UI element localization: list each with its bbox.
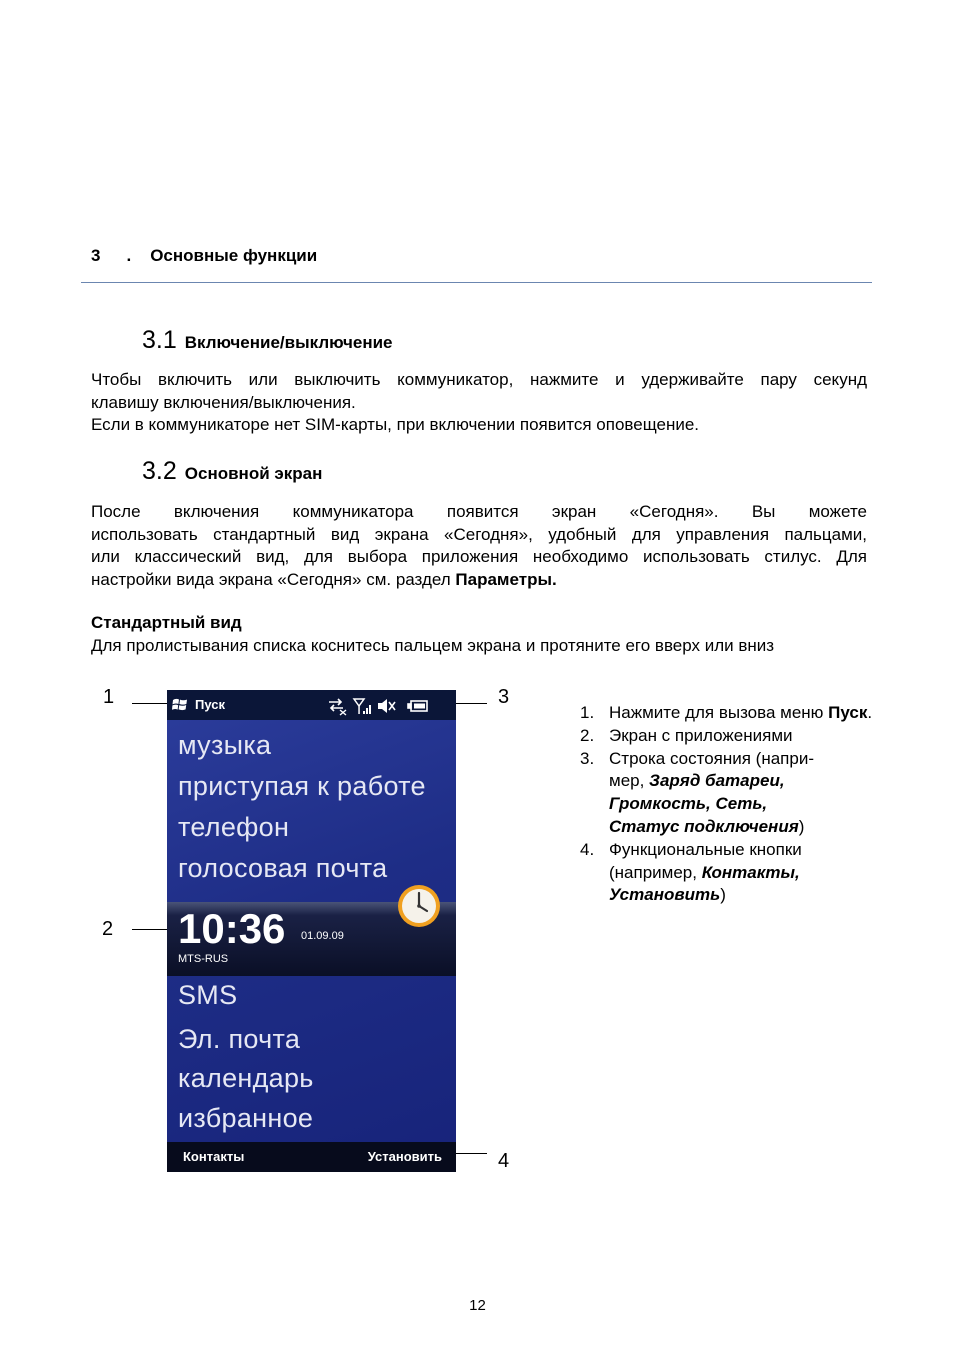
section-3-2-line-2: использовать стандартный вид экрана «Сегодня», удобный для управления пальцами,	[91, 524, 867, 544]
legend-item-2-text: Экран с приложениями	[609, 725, 793, 745]
section-3-2-line-1: После включения коммуникатора появится экран «Сегодня». Вы можете	[91, 502, 867, 521]
legend-item-3-end: )	[798, 816, 805, 836]
legend-item-4-text-a: Функциональные кнопки	[609, 839, 802, 859]
legend-item-4-contacts: Контакты,	[701, 862, 800, 882]
clock-date: 01.09.09	[301, 930, 344, 942]
section-3-2-line-4	[91, 569, 867, 592]
start-menu-label[interactable]: Пуск	[195, 697, 225, 712]
legend-item-3-text-b: мер,	[609, 771, 650, 791]
standard-view-heading: Стандартный вид	[91, 613, 242, 632]
section-3-1-body	[91, 369, 867, 437]
legend-item-2	[580, 725, 880, 748]
legend-item-2-number: 2.	[580, 725, 595, 745]
section-3-2-number: 3.2	[142, 457, 177, 485]
clock-time[interactable]: 10:36	[178, 905, 286, 952]
section-3-2-line-3: или классический вид, для выбора приложения необходимо использовать стилус. Для	[91, 547, 867, 566]
menu-item-getting-started[interactable]: приступая к работе	[178, 771, 426, 801]
section-3-2-line-4-text: настройки вида экрана «Сегодня» см. раздел	[91, 569, 456, 589]
section-3-1-heading	[142, 326, 393, 355]
legend-item-3-battery: Заряд батареи,	[649, 771, 785, 791]
windows-flag-icon[interactable]	[171, 696, 189, 714]
signal-strength-icon	[354, 699, 371, 714]
battery-icon	[408, 701, 427, 711]
phone-screen	[167, 690, 456, 1172]
carrier-name: MTS-RUS	[178, 953, 229, 965]
legend-item-3-text-a: Строка состояния (напри-	[609, 748, 814, 768]
chapter-title: Основные функции	[150, 246, 318, 265]
section-3-1-line-1: Чтобы включить или выключить коммуникатор, нажмите и удерживайте пару секунд	[91, 370, 867, 389]
chapter-number: 3	[91, 246, 101, 265]
legend-item-1-bold: Пуск	[828, 703, 868, 722]
section-3-2-title: Основной экран	[184, 464, 323, 483]
callout-2-line	[132, 929, 167, 930]
section-3-2-heading	[142, 457, 322, 486]
section-3-1-number: 3.1	[142, 326, 177, 354]
menu-item-email[interactable]: Эл. почта	[178, 1024, 301, 1054]
callout-3-number: 3	[498, 686, 510, 708]
menu-item-voicemail[interactable]: голосовая почта	[178, 853, 388, 883]
speaker-muted-icon	[378, 699, 395, 713]
legend-item-1	[580, 702, 880, 725]
callout-4-line	[456, 1153, 487, 1154]
menu-item-favorites[interactable]: избранное	[178, 1103, 314, 1133]
legend-item-3	[580, 748, 880, 839]
legend-item-1-text: Нажмите для вызова меню	[609, 703, 829, 722]
softkey-install-button[interactable]: Установить	[367, 1149, 442, 1164]
section-3-1-title: Включение/выключение	[184, 333, 393, 352]
menu-item-calendar[interactable]: календарь	[178, 1063, 314, 1093]
legend-item-4-number: 4.	[580, 839, 595, 859]
clock-icon[interactable]	[395, 882, 443, 930]
legend-item-4	[580, 839, 880, 907]
page-number: 12	[469, 1297, 486, 1314]
callout-4-number: 4	[498, 1150, 510, 1172]
chapter-dot: .	[126, 246, 132, 265]
chapter-heading	[91, 246, 317, 266]
status-icons-group	[327, 696, 452, 716]
legend-item-4-text-b: (например,	[609, 862, 702, 882]
section-3-1-line-2: клавишу включения/выключения.	[91, 392, 356, 412]
section-3-1-line-3: Если в коммуникаторе нет SIM-карты, при включении появится оповещение.	[91, 415, 700, 434]
menu-item-sms[interactable]: SMS	[178, 980, 238, 1010]
legend-item-1-number: 1.	[580, 703, 595, 722]
heading-divider	[81, 282, 872, 283]
menu-item-phone[interactable]: телефон	[178, 812, 290, 842]
legend-item-4-install: Установить	[609, 885, 721, 905]
parameters-link-text: Параметры.	[455, 569, 557, 589]
connection-arrows-icon	[329, 699, 346, 715]
standard-view-text: Для пролистывания списка коснитесь пальцем экрана и протяните его вверх или вниз	[91, 636, 775, 655]
legend-list	[580, 702, 880, 907]
callout-2-number: 2	[102, 918, 114, 940]
legend-item-4-end: )	[720, 885, 726, 905]
softkey-contacts-button[interactable]: Контакты	[183, 1149, 245, 1164]
legend-item-1-end: .	[867, 703, 873, 722]
legend-item-3-number: 3.	[580, 748, 595, 768]
section-3-2-body	[91, 501, 867, 591]
menu-item-music[interactable]: музыка	[178, 730, 272, 760]
legend-item-3-volume-network: Громкость, Сеть,	[609, 794, 768, 814]
callout-3-line	[456, 703, 487, 704]
callout-1-number: 1	[103, 686, 115, 708]
legend-item-3-connection: Статус подключения	[609, 816, 799, 836]
callout-1-line	[132, 703, 167, 704]
